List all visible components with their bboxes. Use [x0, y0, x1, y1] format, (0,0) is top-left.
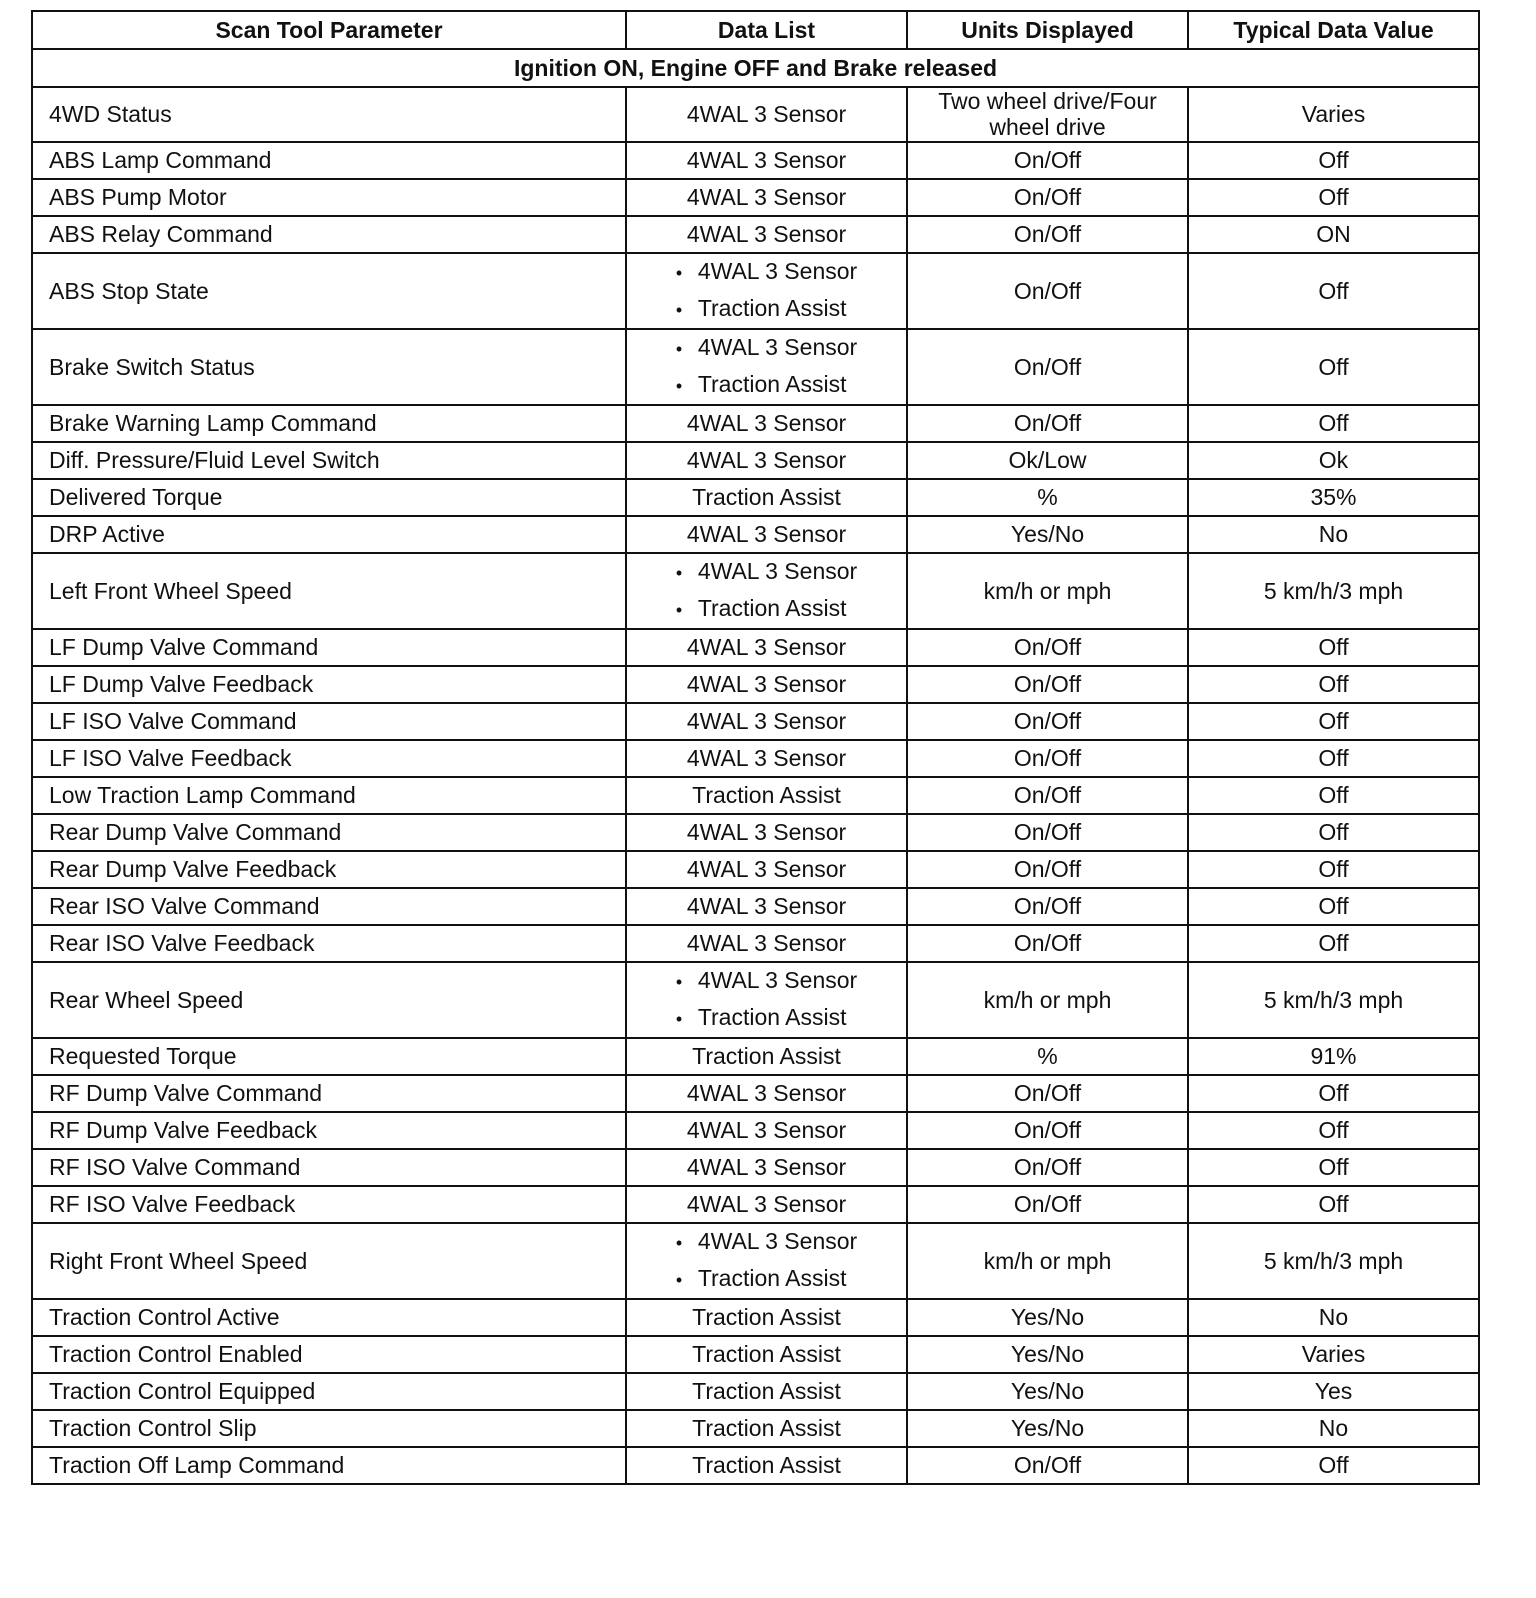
- table-row: [32, 962, 1479, 1038]
- scan-tool-data-table: [31, 10, 1480, 1485]
- table-row: [32, 1336, 1479, 1373]
- cell-typical-data-value: Off: [1188, 740, 1479, 777]
- cell-units-displayed: On/Off: [907, 740, 1188, 777]
- header-scan-tool-parameter: Scan Tool Parameter: [32, 11, 626, 49]
- data-list-bullets: [676, 330, 857, 404]
- cell-scan-tool-parameter: LF ISO Valve Command: [32, 703, 626, 740]
- cell-scan-tool-parameter: Rear Dump Valve Feedback: [32, 851, 626, 888]
- table-row: [32, 1149, 1479, 1186]
- table-row: [32, 329, 1479, 405]
- cell-scan-tool-parameter: Traction Off Lamp Command: [32, 1447, 626, 1484]
- cell-scan-tool-parameter: Traction Control Slip: [32, 1410, 626, 1447]
- data-list-bullets: [676, 963, 857, 1037]
- cell-units-displayed: On/Off: [907, 888, 1188, 925]
- section-row: [32, 49, 1479, 87]
- cell-typical-data-value: Off: [1188, 329, 1479, 405]
- cell-scan-tool-parameter: ABS Stop State: [32, 253, 626, 329]
- data-list-item: • 4WAL 3 Sensor: [676, 963, 857, 1000]
- cell-scan-tool-parameter: Traction Control Enabled: [32, 1336, 626, 1373]
- cell-typical-data-value: 5 km/h/3 mph: [1188, 1223, 1479, 1299]
- cell-scan-tool-parameter: Left Front Wheel Speed: [32, 553, 626, 629]
- cell-data-list: 4WAL 3 Sensor: [626, 740, 907, 777]
- cell-scan-tool-parameter: RF Dump Valve Feedback: [32, 1112, 626, 1149]
- cell-typical-data-value: Off: [1188, 629, 1479, 666]
- table-body: [32, 49, 1479, 1484]
- cell-typical-data-value: Ok: [1188, 442, 1479, 479]
- cell-typical-data-value: 5 km/h/3 mph: [1188, 962, 1479, 1038]
- table-row: [32, 851, 1479, 888]
- table-row: [32, 777, 1479, 814]
- cell-typical-data-value: Off: [1188, 814, 1479, 851]
- data-list-item: • Traction Assist: [676, 1000, 857, 1037]
- data-list-item: • Traction Assist: [676, 367, 857, 404]
- cell-scan-tool-parameter: Traction Control Equipped: [32, 1373, 626, 1410]
- table-row: [32, 629, 1479, 666]
- cell-units-displayed: Yes/No: [907, 516, 1188, 553]
- cell-units-displayed: On/Off: [907, 253, 1188, 329]
- cell-typical-data-value: Off: [1188, 1186, 1479, 1223]
- header-data-list: Data List: [626, 11, 907, 49]
- cell-data-list: 4WAL 3 Sensor: [626, 666, 907, 703]
- cell-units-displayed: On/Off: [907, 703, 1188, 740]
- cell-data-list: 4WAL 3 Sensor: [626, 142, 907, 179]
- cell-data-list: 4WAL 3 Sensor: [626, 216, 907, 253]
- cell-units-displayed: On/Off: [907, 179, 1188, 216]
- cell-data-list: [626, 253, 907, 329]
- cell-typical-data-value: Off: [1188, 405, 1479, 442]
- data-list-item: • 4WAL 3 Sensor: [676, 254, 857, 291]
- cell-scan-tool-parameter: DRP Active: [32, 516, 626, 553]
- section-title: Ignition ON, Engine OFF and Brake released: [32, 49, 1479, 87]
- table-row: [32, 142, 1479, 179]
- table-row: [32, 479, 1479, 516]
- cell-data-list: [626, 962, 907, 1038]
- data-list-item: • 4WAL 3 Sensor: [676, 1224, 857, 1261]
- cell-typical-data-value: Off: [1188, 142, 1479, 179]
- cell-scan-tool-parameter: ABS Relay Command: [32, 216, 626, 253]
- cell-scan-tool-parameter: Delivered Torque: [32, 479, 626, 516]
- data-list-item: • Traction Assist: [676, 1261, 857, 1298]
- header-units-displayed: Units Displayed: [907, 11, 1188, 49]
- cell-scan-tool-parameter: Rear ISO Valve Feedback: [32, 925, 626, 962]
- cell-typical-data-value: 35%: [1188, 479, 1479, 516]
- cell-scan-tool-parameter: LF ISO Valve Feedback: [32, 740, 626, 777]
- table-row: [32, 1112, 1479, 1149]
- cell-data-list: 4WAL 3 Sensor: [626, 888, 907, 925]
- data-list-item: • 4WAL 3 Sensor: [676, 554, 857, 591]
- table-row: [32, 553, 1479, 629]
- cell-units-displayed: Yes/No: [907, 1373, 1188, 1410]
- data-list-item: • Traction Assist: [676, 291, 857, 328]
- cell-data-list: Traction Assist: [626, 1447, 907, 1484]
- cell-scan-tool-parameter: LF Dump Valve Feedback: [32, 666, 626, 703]
- cell-data-list: [626, 1223, 907, 1299]
- header-row: [32, 11, 1479, 49]
- table-row: [32, 516, 1479, 553]
- cell-units-displayed: Yes/No: [907, 1336, 1188, 1373]
- table-header: [32, 11, 1479, 49]
- cell-units-displayed: km/h or mph: [907, 1223, 1188, 1299]
- cell-units-displayed: Two wheel drive/Four wheel drive: [907, 87, 1188, 142]
- table-row: [32, 666, 1479, 703]
- cell-typical-data-value: Off: [1188, 253, 1479, 329]
- cell-units-displayed: On/Off: [907, 629, 1188, 666]
- cell-units-displayed: On/Off: [907, 1186, 1188, 1223]
- cell-typical-data-value: Off: [1188, 179, 1479, 216]
- table-row: [32, 216, 1479, 253]
- cell-data-list: 4WAL 3 Sensor: [626, 87, 907, 142]
- cell-scan-tool-parameter: Requested Torque: [32, 1038, 626, 1075]
- cell-typical-data-value: Off: [1188, 851, 1479, 888]
- cell-units-displayed: On/Off: [907, 1075, 1188, 1112]
- cell-typical-data-value: Off: [1188, 777, 1479, 814]
- cell-data-list: 4WAL 3 Sensor: [626, 1112, 907, 1149]
- table-row: [32, 87, 1479, 142]
- cell-data-list: 4WAL 3 Sensor: [626, 516, 907, 553]
- cell-data-list: Traction Assist: [626, 1336, 907, 1373]
- cell-scan-tool-parameter: Brake Switch Status: [32, 329, 626, 405]
- cell-units-displayed: On/Off: [907, 851, 1188, 888]
- cell-typical-data-value: No: [1188, 516, 1479, 553]
- cell-typical-data-value: Off: [1188, 925, 1479, 962]
- cell-typical-data-value: 5 km/h/3 mph: [1188, 553, 1479, 629]
- table-row: [32, 1223, 1479, 1299]
- cell-scan-tool-parameter: 4WD Status: [32, 87, 626, 142]
- cell-typical-data-value: Off: [1188, 666, 1479, 703]
- cell-typical-data-value: Off: [1188, 1112, 1479, 1149]
- table-row: [32, 1373, 1479, 1410]
- cell-units-displayed: %: [907, 479, 1188, 516]
- table-row: [32, 1447, 1479, 1484]
- cell-units-displayed: On/Off: [907, 142, 1188, 179]
- cell-data-list: 4WAL 3 Sensor: [626, 814, 907, 851]
- cell-units-displayed: On/Off: [907, 777, 1188, 814]
- cell-data-list: 4WAL 3 Sensor: [626, 851, 907, 888]
- cell-data-list: 4WAL 3 Sensor: [626, 629, 907, 666]
- cell-scan-tool-parameter: Traction Control Active: [32, 1299, 626, 1336]
- cell-scan-tool-parameter: Rear Dump Valve Command: [32, 814, 626, 851]
- table-row: [32, 253, 1479, 329]
- table-row: [32, 740, 1479, 777]
- data-list-bullets: [676, 1224, 857, 1298]
- cell-typical-data-value: Yes: [1188, 1373, 1479, 1410]
- table-row: [32, 1038, 1479, 1075]
- cell-typical-data-value: Varies: [1188, 87, 1479, 142]
- table-row: [32, 1186, 1479, 1223]
- cell-units-displayed: On/Off: [907, 216, 1188, 253]
- header-typical-data-value: Typical Data Value: [1188, 11, 1479, 49]
- cell-scan-tool-parameter: RF ISO Valve Feedback: [32, 1186, 626, 1223]
- table-row: [32, 1410, 1479, 1447]
- cell-units-displayed: km/h or mph: [907, 962, 1188, 1038]
- cell-data-list: Traction Assist: [626, 1038, 907, 1075]
- data-list-bullets: [676, 254, 857, 328]
- cell-typical-data-value: Off: [1188, 703, 1479, 740]
- cell-data-list: 4WAL 3 Sensor: [626, 405, 907, 442]
- cell-scan-tool-parameter: Rear Wheel Speed: [32, 962, 626, 1038]
- cell-scan-tool-parameter: RF Dump Valve Command: [32, 1075, 626, 1112]
- cell-units-displayed: Yes/No: [907, 1410, 1188, 1447]
- cell-data-list: [626, 329, 907, 405]
- table-row: [32, 814, 1479, 851]
- cell-data-list: Traction Assist: [626, 1373, 907, 1410]
- cell-typical-data-value: Off: [1188, 1075, 1479, 1112]
- cell-data-list: 4WAL 3 Sensor: [626, 442, 907, 479]
- cell-units-displayed: %: [907, 1038, 1188, 1075]
- cell-data-list: Traction Assist: [626, 1410, 907, 1447]
- table-row: [32, 925, 1479, 962]
- cell-scan-tool-parameter: Low Traction Lamp Command: [32, 777, 626, 814]
- data-list-item: • Traction Assist: [676, 591, 857, 628]
- table-row: [32, 405, 1479, 442]
- cell-typical-data-value: Varies: [1188, 1336, 1479, 1373]
- cell-data-list: Traction Assist: [626, 1299, 907, 1336]
- table-row: [32, 179, 1479, 216]
- cell-scan-tool-parameter: ABS Pump Motor: [32, 179, 626, 216]
- cell-units-displayed: On/Off: [907, 329, 1188, 405]
- cell-data-list: Traction Assist: [626, 479, 907, 516]
- cell-data-list: 4WAL 3 Sensor: [626, 1186, 907, 1223]
- cell-units-displayed: Ok/Low: [907, 442, 1188, 479]
- cell-data-list: 4WAL 3 Sensor: [626, 1075, 907, 1112]
- cell-scan-tool-parameter: Rear ISO Valve Command: [32, 888, 626, 925]
- data-list-bullets: [676, 554, 857, 628]
- cell-data-list: 4WAL 3 Sensor: [626, 925, 907, 962]
- table-row: [32, 703, 1479, 740]
- cell-typical-data-value: Off: [1188, 1149, 1479, 1186]
- cell-data-list: 4WAL 3 Sensor: [626, 703, 907, 740]
- cell-data-list: 4WAL 3 Sensor: [626, 1149, 907, 1186]
- cell-units-displayed: On/Off: [907, 925, 1188, 962]
- cell-typical-data-value: No: [1188, 1299, 1479, 1336]
- cell-typical-data-value: No: [1188, 1410, 1479, 1447]
- cell-units-displayed: On/Off: [907, 1447, 1188, 1484]
- cell-scan-tool-parameter: Diff. Pressure/Fluid Level Switch: [32, 442, 626, 479]
- cell-scan-tool-parameter: ABS Lamp Command: [32, 142, 626, 179]
- table-row: [32, 442, 1479, 479]
- cell-units-displayed: On/Off: [907, 666, 1188, 703]
- cell-units-displayed: Yes/No: [907, 1299, 1188, 1336]
- cell-scan-tool-parameter: LF Dump Valve Command: [32, 629, 626, 666]
- table-row: [32, 1299, 1479, 1336]
- cell-typical-data-value: 91%: [1188, 1038, 1479, 1075]
- cell-data-list: 4WAL 3 Sensor: [626, 179, 907, 216]
- cell-data-list: [626, 553, 907, 629]
- cell-scan-tool-parameter: RF ISO Valve Command: [32, 1149, 626, 1186]
- cell-units-displayed: On/Off: [907, 1149, 1188, 1186]
- cell-scan-tool-parameter: Right Front Wheel Speed: [32, 1223, 626, 1299]
- table-row: [32, 1075, 1479, 1112]
- cell-units-displayed: On/Off: [907, 405, 1188, 442]
- table-row: [32, 888, 1479, 925]
- cell-data-list: Traction Assist: [626, 777, 907, 814]
- cell-typical-data-value: Off: [1188, 888, 1479, 925]
- cell-units-displayed: km/h or mph: [907, 553, 1188, 629]
- cell-typical-data-value: Off: [1188, 1447, 1479, 1484]
- cell-units-displayed: On/Off: [907, 1112, 1188, 1149]
- data-list-item: • 4WAL 3 Sensor: [676, 330, 857, 367]
- cell-typical-data-value: ON: [1188, 216, 1479, 253]
- cell-scan-tool-parameter: Brake Warning Lamp Command: [32, 405, 626, 442]
- cell-units-displayed: On/Off: [907, 814, 1188, 851]
